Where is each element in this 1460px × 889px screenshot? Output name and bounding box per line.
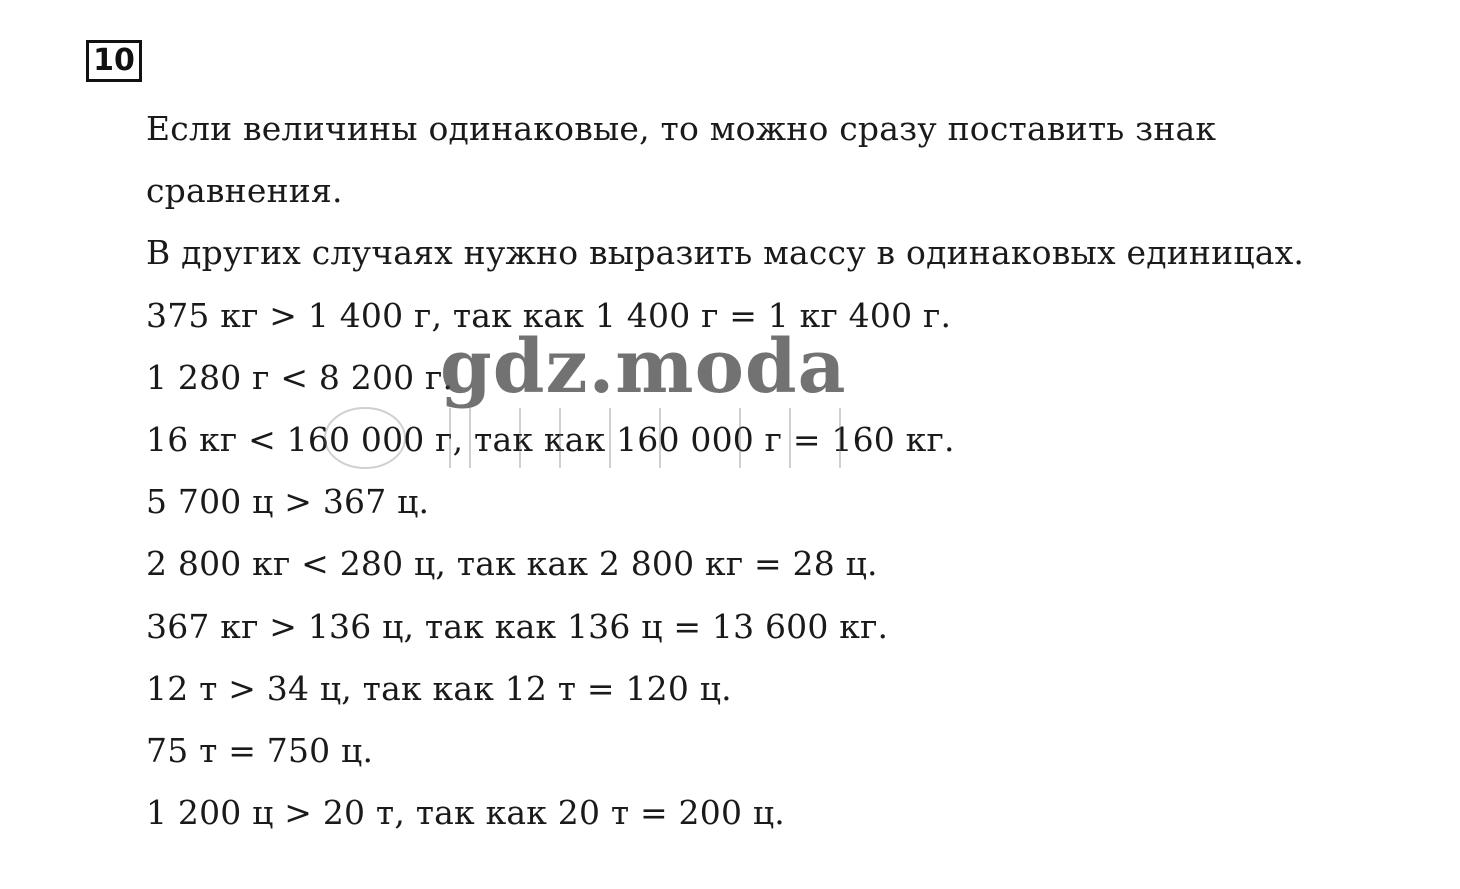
text-line: Если величины одинаковые, то можно сразу поставить знак	[146, 109, 1217, 148]
watermark-logo: gdz.moda	[440, 324, 847, 410]
comparison-line: 2 800 кг < 280 ц, так как 2 800 кг = 28 ц.	[146, 544, 878, 584]
comparison-line: 16 кг < 160 000 г, так как 160 000 г = 160 кг.	[146, 419, 955, 459]
text-line: сравнения.	[146, 171, 343, 211]
solution-text	[146, 98, 1436, 844]
comparison-line: 1 280 г < 8 200 г.	[146, 357, 454, 397]
comparison-line: 5 700 ц > 367 ц.	[146, 482, 430, 522]
comparison-line: 367 кг > 136 ц, так как 136 ц = 13 600 кг.	[146, 606, 889, 646]
comparison-line: 75 т = 750 ц.	[146, 730, 374, 770]
comparison-line: 12 т > 34 ц, так как 12 т = 120 ц.	[146, 668, 732, 708]
comparison-line: 375 кг > 1 400 г, так как 1 400 г = 1 кг 400 г.	[146, 295, 952, 335]
text-line: В других случаях нужно выразить массу в одинаковых единицах.	[146, 233, 1305, 273]
task-number-box: 10	[86, 40, 142, 82]
comparison-line: 1 200 ц > 20 т, так как 20 т = 200 ц.	[146, 793, 785, 833]
